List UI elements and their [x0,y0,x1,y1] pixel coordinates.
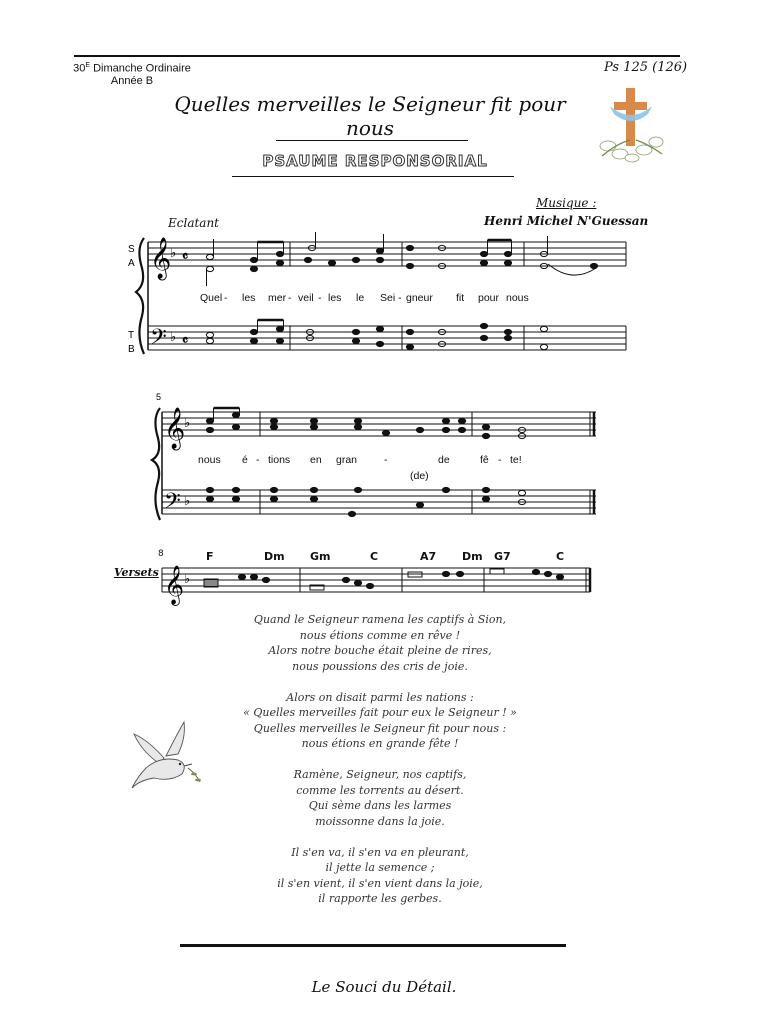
lyric-syllable: de [438,454,450,466]
verse-line: Alors notre bouche était pleine de rires, [268,644,492,657]
treble-clef: 𝄞 [150,237,172,278]
lyric-syllable: - [318,292,322,304]
verse-line: il rapporte les gerbes. [318,892,442,905]
lyric-syllable: le [356,292,365,304]
lyric-syllable: é [242,454,248,466]
flat-key-lower: ♭ [184,493,191,508]
lyric-syllable: - [398,292,402,304]
verse-line: il jette la semence ; [325,861,435,874]
title-underline [276,140,468,141]
chord-symbol: C [370,550,379,563]
composer-label: Musique : [536,196,597,210]
verse-line: Il s'en va, il s'en va en pleurant, [291,845,469,859]
lyric-syllable: les [328,292,342,304]
verse-line: Alors on disait parmi les nations : [286,690,474,704]
lyric-syllable: - [384,454,388,466]
verse-line: comme les torrents au désert. [296,783,464,797]
lyric-syllable: te! [510,454,522,466]
lyric-syllable: en [310,454,322,466]
lyric-syllable: fê [480,454,489,466]
system-3-score [150,560,610,606]
verse-line: il s'en vient, il s'en vient dans la joie, [277,876,483,890]
chord-symbol: Dm [264,550,285,563]
chord-symbol: Gm [310,550,331,563]
lyric-syllable: Quel [200,292,223,304]
bass-clef: 𝄢 [164,488,181,518]
verses-label: Versets [114,566,159,579]
subtitle-underline [232,176,514,177]
lyric-syllable: pour [478,292,500,304]
verses-text [200,612,560,922]
measure-number-8: 8 [158,549,164,559]
bass-clef: 𝄢 [150,324,167,354]
treble-clef: 𝄞 [164,566,185,604]
liturgy-heading: $30^E$ Dimanche Ordinaire Année B [73,62,191,87]
treble-clef: 𝄞 [164,407,186,448]
time-sig-lower: 𝄴 [182,332,189,348]
stanza-2 [200,690,560,752]
lyric-syllable: gneur [406,292,433,304]
chord-symbol: Dm [462,550,483,563]
verse-line: moissonne dans la joie. [315,814,445,828]
label-s: S [128,244,135,255]
tempo-marking: Eclatant [168,216,219,230]
lyric-syllable: fit [456,292,465,304]
footer-rule [180,944,566,947]
lyric-syllable: - [256,454,260,466]
cross-lilies-image [596,84,666,166]
verse-line: Quelles merveilles le Seigneur fit pour nous : [253,721,507,735]
verse-line: Quand le Seigneur ramena les captifs à Sion, [253,613,507,626]
stanza-3 [200,767,560,829]
flat-key-upper: ♭ [170,245,177,260]
verse-line: Ramène, Seigneur, nos captifs, [293,768,467,781]
lyric-syllable: nous [506,292,529,304]
section-subtitle: PSAUME RESPONSORIAL [262,152,488,170]
lyric-syllable: gran [336,454,358,466]
lyric-aside: (de) [410,470,429,482]
lyric-syllable: mer [268,292,287,304]
measure-number-5: 5 [156,392,162,402]
chord-symbol: G7 [494,550,511,563]
dove-image [126,716,206,796]
verse-line: Qui sème dans les larmes [308,799,452,812]
lyric-syllable: nous [198,454,221,466]
chord-symbol: C [556,550,565,563]
flat-key-lower: ♭ [170,329,177,344]
footer-signature: Le Souci du Détail. [311,978,457,996]
verse-line: nous étions en grande fête ! [301,737,459,750]
lyric-syllable: tions [268,454,291,466]
chord-symbol: F [206,550,214,563]
lyric-syllable: - [498,454,502,466]
header-rule [74,55,680,57]
lyric-syllable: - [224,292,228,304]
chord-symbol: A7 [420,550,437,563]
psalm-reference: Ps 125 (126) [604,60,688,75]
lyric-syllable: - [288,292,292,304]
stanza-4 [200,845,560,907]
label-b: B [128,344,135,355]
time-sig-upper: 𝄴 [182,248,189,264]
flat-key-upper: ♭ [184,415,191,430]
flat-key: ♭ [184,571,191,586]
label-a: A [128,258,135,269]
verse-line: nous étions comme en rêve ! [299,628,461,642]
stanza-1 [200,612,560,674]
verse-line: nous poussions des cris de joie. [292,659,468,673]
lyric-syllable: veil [298,292,314,304]
label-t: T [128,330,135,341]
lyric-syllable: les [242,292,256,304]
lyric-syllable: Sei [380,292,396,304]
composer-name: Henri Michel N'Guessan [484,214,649,228]
page-title: Quelles merveilles le Seigneur fit pour nous [174,92,566,140]
verse-line: « Quelles merveilles fait pour eux le Seigneur ! » [243,706,517,719]
